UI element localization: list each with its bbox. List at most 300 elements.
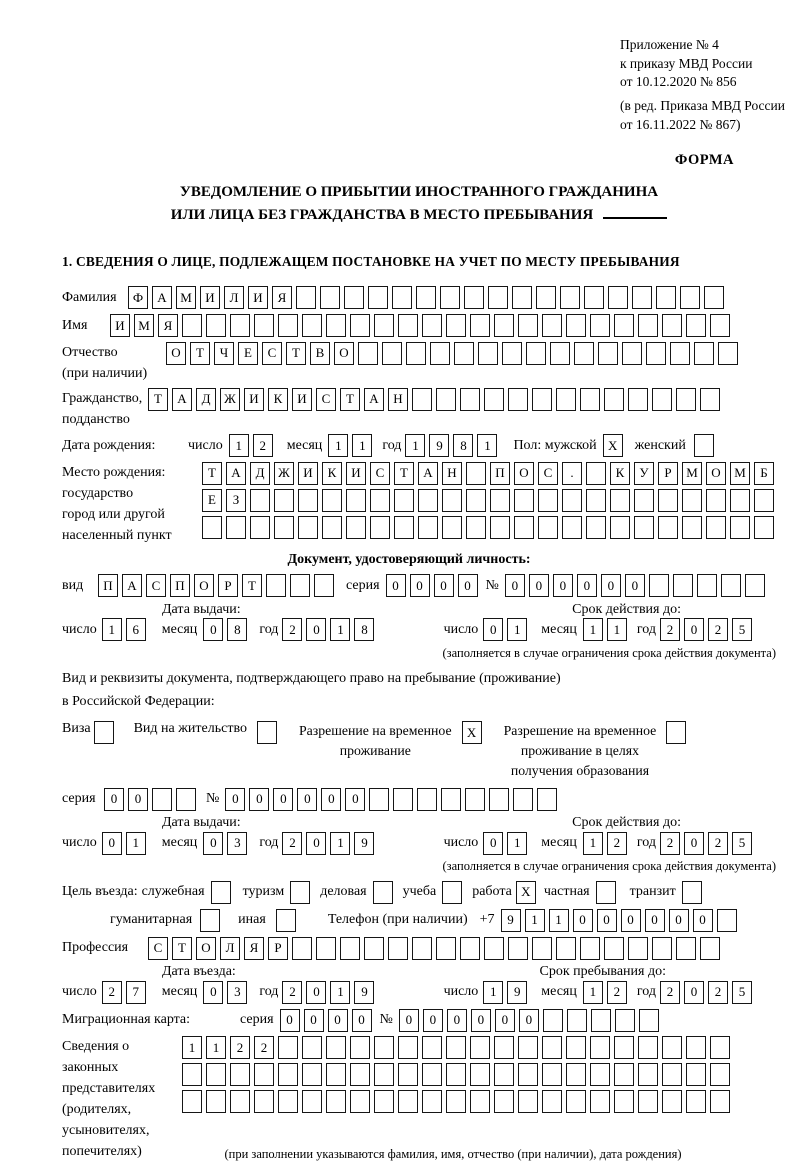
char-box[interactable] <box>676 388 696 411</box>
char-box[interactable]: 1 <box>328 434 348 457</box>
char-box[interactable] <box>598 342 618 365</box>
char-box[interactable] <box>704 286 724 309</box>
char-box[interactable] <box>298 489 318 512</box>
char-box[interactable]: О <box>514 462 534 485</box>
char-box[interactable]: 1 <box>583 832 603 855</box>
char-box[interactable]: 9 <box>507 981 527 1004</box>
char-box[interactable] <box>430 342 450 365</box>
char-box[interactable]: 1 <box>607 618 627 641</box>
char-box[interactable] <box>406 342 426 365</box>
char-box[interactable] <box>274 489 294 512</box>
char-box[interactable] <box>422 1036 442 1059</box>
char-box[interactable] <box>754 516 774 539</box>
char-box[interactable] <box>638 314 658 337</box>
char-box[interactable] <box>442 881 462 904</box>
char-box[interactable] <box>556 937 576 960</box>
char-box[interactable]: 1 <box>477 434 497 457</box>
char-box[interactable] <box>417 788 437 811</box>
char-box[interactable] <box>488 286 508 309</box>
char-box[interactable] <box>658 516 678 539</box>
char-box[interactable] <box>608 286 628 309</box>
char-box[interactable] <box>694 434 714 457</box>
char-box[interactable]: 9 <box>501 909 521 932</box>
char-box[interactable]: Т <box>242 574 262 597</box>
char-box[interactable] <box>590 1090 610 1113</box>
char-box[interactable] <box>562 516 582 539</box>
char-box[interactable]: З <box>226 489 246 512</box>
char-box[interactable] <box>566 314 586 337</box>
char-box[interactable] <box>622 342 642 365</box>
char-box[interactable]: 0 <box>249 788 269 811</box>
char-box[interactable] <box>382 342 402 365</box>
char-box[interactable] <box>686 1036 706 1059</box>
char-box[interactable] <box>470 1063 490 1086</box>
char-box[interactable] <box>374 1090 394 1113</box>
char-box[interactable] <box>460 388 480 411</box>
char-box[interactable] <box>230 314 250 337</box>
char-box[interactable] <box>466 462 486 485</box>
char-box[interactable]: 9 <box>354 832 374 855</box>
char-box[interactable]: 0 <box>280 1009 300 1032</box>
char-box[interactable] <box>446 1090 466 1113</box>
char-box[interactable] <box>314 574 334 597</box>
char-box[interactable] <box>250 516 270 539</box>
char-box[interactable]: Я <box>272 286 292 309</box>
char-box[interactable] <box>350 1090 370 1113</box>
char-box[interactable] <box>710 1036 730 1059</box>
char-box[interactable] <box>490 489 510 512</box>
char-box[interactable] <box>586 489 606 512</box>
char-box[interactable] <box>490 516 510 539</box>
char-box[interactable] <box>586 462 606 485</box>
char-box[interactable] <box>638 1063 658 1086</box>
char-box[interactable]: А <box>122 574 142 597</box>
char-box[interactable]: 0 <box>306 832 326 855</box>
char-box[interactable] <box>682 516 702 539</box>
char-box[interactable]: 9 <box>429 434 449 457</box>
char-box[interactable]: 0 <box>352 1009 372 1032</box>
char-box[interactable]: П <box>170 574 190 597</box>
char-box[interactable] <box>182 314 202 337</box>
char-box[interactable]: Т <box>148 388 168 411</box>
char-box[interactable]: 0 <box>328 1009 348 1032</box>
char-box[interactable] <box>350 314 370 337</box>
char-box[interactable] <box>422 1063 442 1086</box>
char-box[interactable]: Д <box>250 462 270 485</box>
char-box[interactable] <box>206 314 226 337</box>
char-box[interactable]: 0 <box>434 574 454 597</box>
char-box[interactable]: 0 <box>684 618 704 641</box>
char-box[interactable] <box>302 1063 322 1086</box>
char-box[interactable]: К <box>268 388 288 411</box>
char-box[interactable]: И <box>110 314 130 337</box>
char-box[interactable] <box>662 1090 682 1113</box>
char-box[interactable]: 0 <box>102 832 122 855</box>
char-box[interactable] <box>446 1036 466 1059</box>
char-box[interactable]: Р <box>658 462 678 485</box>
char-box[interactable] <box>518 1036 538 1059</box>
char-box[interactable]: А <box>364 388 384 411</box>
char-box[interactable] <box>370 516 390 539</box>
char-box[interactable]: Д <box>196 388 216 411</box>
char-box[interactable] <box>591 1009 611 1032</box>
char-box[interactable] <box>182 1063 202 1086</box>
char-box[interactable]: О <box>166 342 186 365</box>
char-box[interactable] <box>610 516 630 539</box>
char-box[interactable] <box>436 937 456 960</box>
char-box[interactable] <box>416 286 436 309</box>
char-box[interactable]: 0 <box>483 618 503 641</box>
char-box[interactable]: 0 <box>577 574 597 597</box>
char-box[interactable] <box>745 574 765 597</box>
char-box[interactable] <box>566 1036 586 1059</box>
char-box[interactable] <box>392 286 412 309</box>
char-box[interactable] <box>604 937 624 960</box>
char-box[interactable]: С <box>146 574 166 597</box>
char-box[interactable] <box>586 516 606 539</box>
char-box[interactable] <box>494 1090 514 1113</box>
char-box[interactable] <box>230 1063 250 1086</box>
char-box[interactable]: 1 <box>525 909 545 932</box>
char-box[interactable]: 1 <box>549 909 569 932</box>
char-box[interactable] <box>518 1063 538 1086</box>
char-box[interactable]: 0 <box>621 909 641 932</box>
char-box[interactable]: 2 <box>708 981 728 1004</box>
char-box[interactable]: К <box>322 462 342 485</box>
char-box[interactable]: Т <box>394 462 414 485</box>
char-box[interactable]: 1 <box>583 981 603 1004</box>
char-box[interactable] <box>604 388 624 411</box>
char-box[interactable]: 0 <box>684 981 704 1004</box>
char-box[interactable]: 9 <box>354 981 374 1004</box>
char-box[interactable]: 2 <box>607 832 627 855</box>
char-box[interactable] <box>754 489 774 512</box>
char-box[interactable]: 0 <box>553 574 573 597</box>
char-box[interactable] <box>730 516 750 539</box>
char-box[interactable] <box>484 388 504 411</box>
char-box[interactable]: X <box>603 434 623 457</box>
char-box[interactable] <box>398 1063 418 1086</box>
char-box[interactable] <box>518 314 538 337</box>
char-box[interactable] <box>276 909 296 932</box>
char-box[interactable] <box>632 286 652 309</box>
char-box[interactable] <box>542 1090 562 1113</box>
char-box[interactable] <box>615 1009 635 1032</box>
char-box[interactable] <box>466 489 486 512</box>
char-box[interactable]: 2 <box>660 981 680 1004</box>
char-box[interactable]: 1 <box>483 981 503 1004</box>
char-box[interactable]: И <box>200 286 220 309</box>
char-box[interactable]: 0 <box>597 909 617 932</box>
char-box[interactable]: Л <box>220 937 240 960</box>
char-box[interactable] <box>508 937 528 960</box>
char-box[interactable] <box>346 489 366 512</box>
char-box[interactable] <box>694 342 714 365</box>
char-box[interactable] <box>580 388 600 411</box>
char-box[interactable] <box>442 489 462 512</box>
char-box[interactable] <box>460 937 480 960</box>
char-box[interactable] <box>518 1090 538 1113</box>
char-box[interactable] <box>700 937 720 960</box>
char-box[interactable]: П <box>490 462 510 485</box>
char-box[interactable] <box>706 489 726 512</box>
char-box[interactable]: 1 <box>405 434 425 457</box>
char-box[interactable]: 2 <box>102 981 122 1004</box>
char-box[interactable]: 8 <box>354 618 374 641</box>
char-box[interactable]: 1 <box>206 1036 226 1059</box>
char-box[interactable]: 0 <box>203 618 223 641</box>
char-box[interactable] <box>422 1090 442 1113</box>
char-box[interactable]: 2 <box>230 1036 250 1059</box>
char-box[interactable] <box>710 1090 730 1113</box>
char-box[interactable]: 1 <box>330 618 350 641</box>
char-box[interactable]: 0 <box>625 574 645 597</box>
char-box[interactable] <box>230 1090 250 1113</box>
char-box[interactable]: Б <box>754 462 774 485</box>
char-box[interactable] <box>682 489 702 512</box>
char-box[interactable]: 0 <box>458 574 478 597</box>
char-box[interactable] <box>465 788 485 811</box>
char-box[interactable] <box>369 788 389 811</box>
char-box[interactable]: Е <box>202 489 222 512</box>
char-box[interactable]: И <box>346 462 366 485</box>
char-box[interactable]: 0 <box>225 788 245 811</box>
char-box[interactable] <box>513 788 533 811</box>
char-box[interactable] <box>182 1090 202 1113</box>
char-box[interactable] <box>226 516 246 539</box>
char-box[interactable] <box>290 574 310 597</box>
char-box[interactable]: 8 <box>453 434 473 457</box>
char-box[interactable]: . <box>562 462 582 485</box>
char-box[interactable] <box>350 1063 370 1086</box>
char-box[interactable]: 5 <box>732 618 752 641</box>
char-box[interactable]: Т <box>286 342 306 365</box>
char-box[interactable] <box>710 1063 730 1086</box>
char-box[interactable] <box>206 1090 226 1113</box>
char-box[interactable] <box>394 489 414 512</box>
char-box[interactable] <box>344 286 364 309</box>
char-box[interactable] <box>614 314 634 337</box>
char-box[interactable] <box>649 574 669 597</box>
char-box[interactable] <box>302 314 322 337</box>
char-box[interactable]: С <box>316 388 336 411</box>
char-box[interactable] <box>502 342 522 365</box>
char-box[interactable] <box>526 342 546 365</box>
char-box[interactable]: И <box>298 462 318 485</box>
char-box[interactable] <box>302 1090 322 1113</box>
char-box[interactable]: 0 <box>410 574 430 597</box>
char-box[interactable]: 2 <box>607 981 627 1004</box>
char-box[interactable]: Л <box>224 286 244 309</box>
char-box[interactable] <box>200 909 220 932</box>
char-box[interactable] <box>508 388 528 411</box>
char-box[interactable]: С <box>148 937 168 960</box>
char-box[interactable] <box>412 388 432 411</box>
char-box[interactable] <box>320 286 340 309</box>
char-box[interactable] <box>364 937 384 960</box>
char-box[interactable] <box>278 1036 298 1059</box>
char-box[interactable] <box>374 314 394 337</box>
char-box[interactable]: И <box>248 286 268 309</box>
char-box[interactable] <box>567 1009 587 1032</box>
char-box[interactable] <box>537 788 557 811</box>
char-box[interactable]: 2 <box>282 981 302 1004</box>
char-box[interactable]: 2 <box>253 434 273 457</box>
char-box[interactable] <box>298 516 318 539</box>
char-box[interactable] <box>646 342 666 365</box>
char-box[interactable] <box>590 1063 610 1086</box>
char-box[interactable] <box>278 1090 298 1113</box>
char-box[interactable] <box>254 1063 274 1086</box>
char-box[interactable] <box>638 1090 658 1113</box>
char-box[interactable] <box>562 489 582 512</box>
char-box[interactable] <box>326 314 346 337</box>
char-box[interactable]: О <box>194 574 214 597</box>
char-box[interactable] <box>538 516 558 539</box>
char-box[interactable] <box>393 788 413 811</box>
char-box[interactable] <box>470 1090 490 1113</box>
char-box[interactable] <box>211 881 231 904</box>
char-box[interactable]: А <box>152 286 172 309</box>
char-box[interactable]: О <box>196 937 216 960</box>
char-box[interactable]: 2 <box>660 618 680 641</box>
char-box[interactable] <box>682 881 702 904</box>
char-box[interactable] <box>634 489 654 512</box>
char-box[interactable] <box>322 489 342 512</box>
char-box[interactable] <box>296 286 316 309</box>
char-box[interactable]: 5 <box>732 832 752 855</box>
char-box[interactable]: 2 <box>254 1036 274 1059</box>
char-box[interactable]: 0 <box>495 1009 515 1032</box>
char-box[interactable]: Р <box>268 937 288 960</box>
char-box[interactable] <box>656 286 676 309</box>
char-box[interactable]: П <box>98 574 118 597</box>
char-box[interactable]: О <box>334 342 354 365</box>
char-box[interactable] <box>634 516 654 539</box>
char-box[interactable] <box>454 342 474 365</box>
char-box[interactable]: О <box>706 462 726 485</box>
char-box[interactable] <box>274 516 294 539</box>
char-box[interactable]: 2 <box>660 832 680 855</box>
char-box[interactable] <box>652 937 672 960</box>
char-box[interactable]: Ж <box>274 462 294 485</box>
char-box[interactable] <box>394 516 414 539</box>
char-box[interactable] <box>292 937 312 960</box>
char-box[interactable] <box>717 909 737 932</box>
char-box[interactable] <box>358 342 378 365</box>
char-box[interactable] <box>560 286 580 309</box>
char-box[interactable] <box>662 1063 682 1086</box>
char-box[interactable]: Н <box>442 462 462 485</box>
char-box[interactable]: Т <box>340 388 360 411</box>
char-box[interactable]: 1 <box>583 618 603 641</box>
char-box[interactable]: А <box>226 462 246 485</box>
char-box[interactable]: 0 <box>306 981 326 1004</box>
char-box[interactable] <box>706 516 726 539</box>
char-box[interactable]: 0 <box>399 1009 419 1032</box>
char-box[interactable] <box>326 1036 346 1059</box>
char-box[interactable] <box>662 1036 682 1059</box>
char-box[interactable]: Ж <box>220 388 240 411</box>
char-box[interactable]: А <box>418 462 438 485</box>
char-box[interactable]: 6 <box>126 618 146 641</box>
char-box[interactable] <box>639 1009 659 1032</box>
char-box[interactable] <box>374 1063 394 1086</box>
char-box[interactable] <box>290 881 310 904</box>
char-box[interactable] <box>478 342 498 365</box>
char-box[interactable] <box>670 342 690 365</box>
char-box[interactable]: 0 <box>321 788 341 811</box>
char-box[interactable] <box>368 286 388 309</box>
char-box[interactable] <box>489 788 509 811</box>
char-box[interactable] <box>254 314 274 337</box>
char-box[interactable] <box>470 1036 490 1059</box>
char-box[interactable]: 0 <box>684 832 704 855</box>
char-box[interactable] <box>322 516 342 539</box>
char-box[interactable] <box>316 937 336 960</box>
char-box[interactable] <box>370 489 390 512</box>
char-box[interactable] <box>590 314 610 337</box>
char-box[interactable]: 0 <box>104 788 124 811</box>
char-box[interactable] <box>686 1063 706 1086</box>
char-box[interactable]: 0 <box>573 909 593 932</box>
char-box[interactable] <box>484 937 504 960</box>
char-box[interactable] <box>538 489 558 512</box>
char-box[interactable] <box>536 286 556 309</box>
char-box[interactable]: 8 <box>227 618 247 641</box>
char-box[interactable] <box>442 516 462 539</box>
char-box[interactable]: 1 <box>126 832 146 855</box>
char-box[interactable]: 2 <box>282 832 302 855</box>
char-box[interactable] <box>278 1063 298 1086</box>
char-box[interactable] <box>388 937 408 960</box>
char-box[interactable]: 0 <box>306 618 326 641</box>
char-box[interactable] <box>614 1063 634 1086</box>
char-box[interactable] <box>566 1090 586 1113</box>
char-box[interactable]: 0 <box>483 832 503 855</box>
char-box[interactable]: В <box>310 342 330 365</box>
char-box[interactable]: 1 <box>507 832 527 855</box>
char-box[interactable] <box>254 1090 274 1113</box>
char-box[interactable]: 0 <box>297 788 317 811</box>
char-box[interactable]: 0 <box>386 574 406 597</box>
char-box[interactable] <box>730 489 750 512</box>
char-box[interactable]: 2 <box>708 832 728 855</box>
char-box[interactable] <box>614 1036 634 1059</box>
char-box[interactable] <box>412 937 432 960</box>
char-box[interactable]: Т <box>172 937 192 960</box>
char-box[interactable] <box>206 1063 226 1086</box>
char-box[interactable] <box>350 1036 370 1059</box>
char-box[interactable] <box>542 1063 562 1086</box>
char-box[interactable] <box>152 788 172 811</box>
char-box[interactable] <box>418 489 438 512</box>
char-box[interactable] <box>440 286 460 309</box>
char-box[interactable] <box>494 314 514 337</box>
char-box[interactable] <box>543 1009 563 1032</box>
char-box[interactable]: 1 <box>182 1036 202 1059</box>
char-box[interactable]: К <box>610 462 630 485</box>
char-box[interactable] <box>566 1063 586 1086</box>
char-box[interactable]: С <box>262 342 282 365</box>
char-box[interactable] <box>398 1036 418 1059</box>
char-box[interactable] <box>436 388 456 411</box>
char-box[interactable] <box>542 1036 562 1059</box>
char-box[interactable]: 3 <box>227 981 247 1004</box>
char-box[interactable]: М <box>730 462 750 485</box>
char-box[interactable] <box>346 516 366 539</box>
char-box[interactable] <box>680 286 700 309</box>
